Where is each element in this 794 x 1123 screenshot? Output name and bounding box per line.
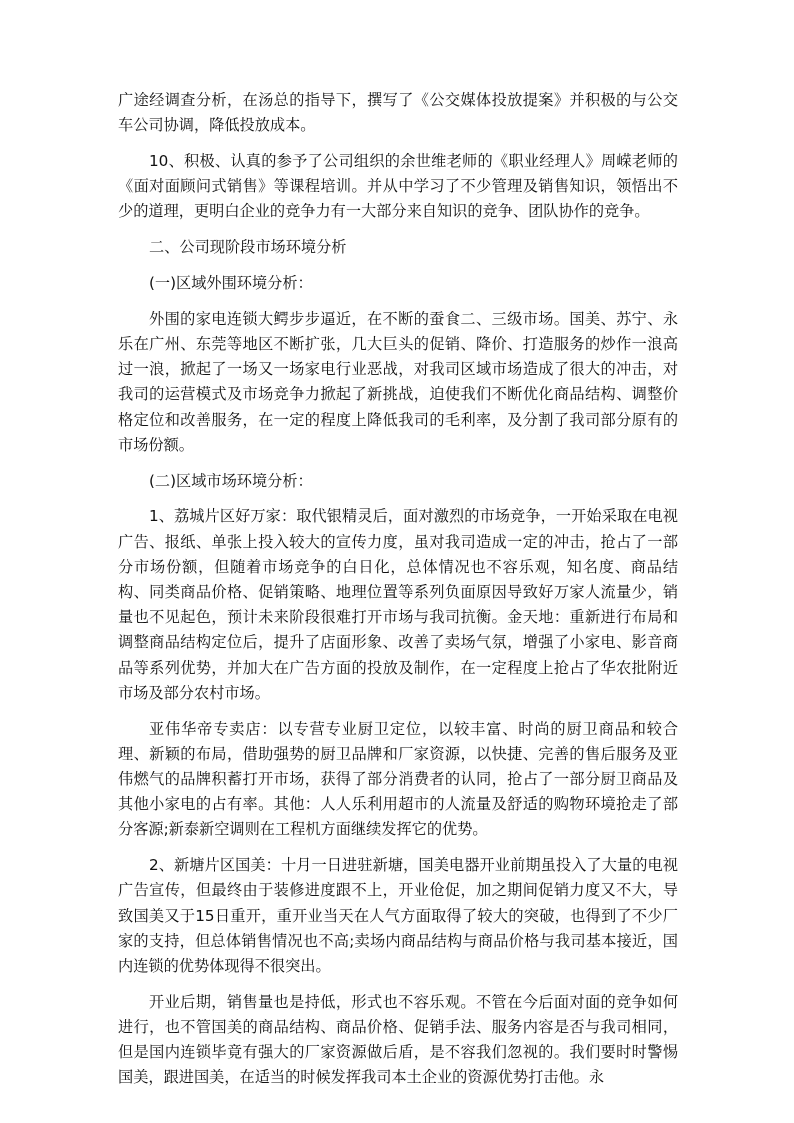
paragraph-external-environment: 外围的家电连锁大鳄步步逼近，在不断的蚕食二、三级市场。国美、苏宁、永乐在广州、东莞等地区不断扩张，几大巨头的促销、降价、打造服务的炒作一浪高过一浪，掀起了一场又一场家电行业恶战，对我司区域市场造成了很大的冲击，对我司的运营模式及市场竞争力掀起了新挑战，迫使我们不断优化商品结构、调整价格定位和改善服务，在一定的程度上降低我司的毛利率，及分割了我司部分原有的市场份额。 (118, 309, 678, 454)
paragraph-xintang-district: 2、新塘片区国美：十月一日进驻新塘，国美电器开业前期虽投入了大量的电视广告宣传，但最终由于装修进度跟不上，开业伧促，加之期间促销力度又不大，导致国美又于15日重开，重开业当天在人气方面取得了较大的突破，也得到了不少厂家的支持，但总体销售情况也不高;卖场内商品结构与商品价格与我司基本接近，国内连锁的优势体现得不很突出。 (118, 856, 678, 976)
paragraph-training: 10、积极、认真的参予了公司组织的余世维老师的《职业经理人》周嵘老师的《面对面顾问式销售》等课程培训。并从中学习了不少管理及销售知识，领悟出不少的道理，更明白企业的竞争力有一大部分来自知识的竞争、团队协作的竞争。 (118, 152, 678, 221)
subheading-external-environment: (一)区域外围环境分析： (149, 274, 313, 292)
document-page (118, 88, 678, 1101)
paragraph-licheng-district: 1、荔城片区好万家：取代银精灵后，面对激烈的市场竞争，一开始采取在电视广告、报纸、单张上投入较大的宣传力度，虽对我司造成一定的冲击，抢占了一部分市场份额，但随着市场竞争的白日化，总体情况也不容乐观，知名度、商品结构、同类商品价格、促销策略、地理位置等系列负面原因导致好万家人流量少，销量也不见起色，预计未来阶段很难打开市场与我司抗衡。金天地：重新进行布局和调整商品结构定位后，提升了店面形象、改善了卖场气氛，增强了小家电、影音商品等系列优势，并加大在广告方面的投放及制作，在一定程度上抢占了华农批附近市场及部分农村市场。 (118, 507, 678, 702)
paragraph-media-proposal: 广途经调查分析，在汤总的指导下，撰写了《公交媒体投放提案》并积极的与公交车公司协调，降低投放成本。 (118, 91, 678, 135)
subheading-regional-environment: (二)区域市场环境分析： (149, 471, 313, 490)
section-heading-market-analysis: 二、公司现阶段市场环境分析 (149, 238, 347, 257)
paragraph-yawei-store: 亚伟华帝专卖店：以专营专业厨卫定位，以较丰富、时尚的厨卫商品和较合理、新颖的布局，借助强势的厨卫品牌和厂家资源，以快捷、完善的售后服务及亚伟燃气的品牌积蓄打开市场，获得了部分消费者的认同，抢占了一部分厨卫商品及其他小家电的占有率。其他：人人乐利用超市的人流量及舒适的购物环境抢走了部分客源;新泰新空调则在工程机方面继续发挥它的优势。 (118, 719, 678, 839)
paragraph-later-stage: 开业后期，销售量也是持低，形式也不容乐观。不管在今后面对面的竞争如何进行，也不管国美的商品结构、商品价格、促销手法、服务内容是否与我司相同，但是国内连锁毕竟有强大的厂家资源做后盾，是不容我们忽视的。我们要时时警惕国美，跟进国美，在适当的时候发挥我司本土企业的资源优势打击他。永 (118, 992, 678, 1087)
